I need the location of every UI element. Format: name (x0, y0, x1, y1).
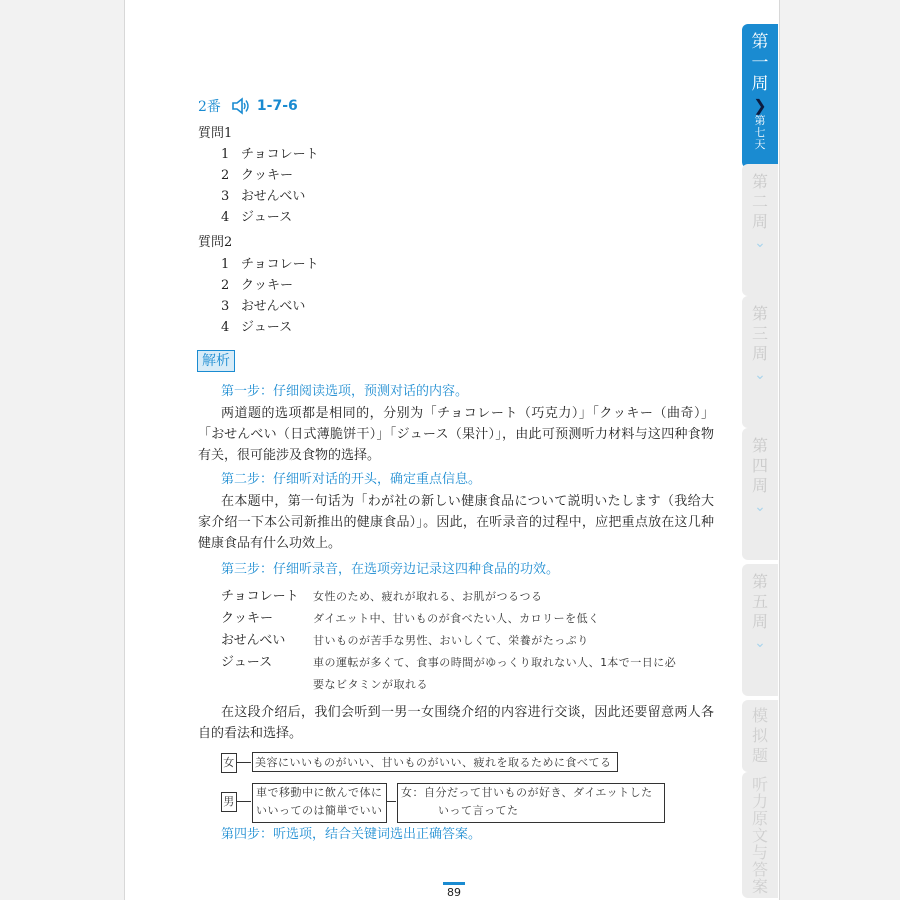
step-3-paragraph: 在这段介绍后，我们会听到一男一女围绕介绍的内容进行交谈，因此还要留意两人各自的看法和选择。 (198, 705, 714, 741)
speaker-icon[interactable] (231, 97, 251, 115)
tab-answers-char: 与 (751, 843, 768, 862)
tab-day-char: 七 (754, 126, 766, 139)
man-note-box (252, 783, 387, 823)
tab-week-1-char: 第 (751, 32, 769, 52)
man-note-line: いいってのは簡単でいい (256, 804, 383, 817)
connector-line (237, 762, 251, 763)
tab-week-4-char: 第 (751, 436, 768, 455)
woman-reply-line: いって言ってた (438, 804, 519, 817)
tab-answers-char: 文 (751, 826, 768, 845)
tab-week-2-char: 第 (751, 172, 768, 191)
tab-answers-char: 力 (751, 792, 768, 811)
tab-answers[interactable] (742, 772, 778, 898)
note-row: チョコレート 女性のため、疲れが取れる、お肌がつるつる (221, 589, 543, 604)
q2-option: 2 クッキー (221, 278, 294, 293)
tab-week-3-char: 第 (751, 304, 768, 323)
chevron-down-icon: ⌄ (754, 499, 766, 515)
tab-week-2-char: 二 (751, 192, 768, 211)
tab-answers-char: 案 (751, 877, 768, 896)
step-2-heading: 第二步：仔细听对话的开头，确定重点信息。 (221, 472, 482, 487)
step-1-paragraph: 两道题的选项都是相同的，分别为「チョコレート（巧克力）」「クッキー（曲奇）」「おせんべい（日式薄脆饼干）」「ジュース（果汁）」，由此可预测听力材料与这四种食物有关，很可能涉及食物的选择。 (198, 406, 714, 463)
tab-week-4-char: 四 (751, 456, 768, 475)
woman-reply-box (397, 783, 665, 823)
tab-day-char: 第 (754, 114, 766, 127)
step-1-heading: 第一步：仔细阅读选项，预测对话的内容。 (221, 384, 469, 399)
step-4-heading: 第四步：听选项，结合关键词选出正确答案。 (221, 827, 482, 842)
q2-option: 4 ジュース (221, 320, 293, 335)
chevron-down-icon: ⌄ (754, 367, 766, 383)
tab-week-3-char: 三 (751, 324, 768, 343)
step-2-paragraph: 在本题中，第一句话为「わが社の新しい健康食品について説明いたします（我给大家介绍一下本公司新推出的健康食品）」。因此，在听录音的过程中，应把重点放在这几种健康食品有什么功效上。 (198, 494, 714, 551)
tab-mock-test[interactable] (742, 700, 778, 772)
connector-line (237, 801, 251, 802)
tab-week-2[interactable] (742, 164, 778, 296)
man-label-box: 男 (221, 792, 237, 812)
page-number: 89 (447, 886, 461, 899)
note-row: クッキー ダイエット中、甘いものが食べたい人、カロリーを低く (221, 611, 600, 626)
question-1-label: 質問1 (198, 126, 233, 141)
chevron-down-icon: ⌄ (754, 635, 766, 651)
woman-label-box: 女 (221, 753, 237, 773)
chevron-down-icon: ⌄ (754, 235, 766, 251)
tab-week-1[interactable] (742, 24, 778, 168)
step-3-heading: 第三步：仔细听录音，在选项旁边记录这四种食品的功效。 (221, 562, 560, 577)
q1-option: 2 クッキー (221, 168, 294, 183)
woman-note-box: 美容にいいものがいい、甘いものがいい、疲れを取るために食べてる (252, 752, 618, 772)
tab-week-1-char: 周 (751, 74, 769, 94)
tab-week-5-char: 第 (751, 572, 768, 591)
tab-mock-char: 题 (751, 746, 768, 765)
audio-track-code: 1-7-6 (256, 98, 298, 114)
week-sidebar (742, 24, 778, 896)
q1-option: 4 ジュース (221, 210, 293, 225)
tab-mock-char: 拟 (751, 726, 768, 745)
note-row: ジュース 車の運転が多くて、食事の時間がゆっくり取れない人、1本で一日に必 (221, 655, 677, 670)
note-row-continued: 要なビタミンが取れる (313, 678, 428, 691)
tab-week-5-char: 周 (751, 612, 768, 631)
q2-option: 1 チョコレート (221, 257, 319, 272)
tab-week-4[interactable] (742, 428, 778, 560)
question-2-label: 質問2 (198, 235, 233, 250)
tab-answers-char: 原 (751, 809, 768, 828)
tab-week-5[interactable] (742, 564, 778, 696)
question-number: 2番 (198, 99, 221, 115)
connector-line (386, 801, 396, 802)
tab-week-1-char: 一 (751, 53, 769, 73)
tab-week-3[interactable] (742, 296, 778, 428)
tab-day-char: 天 (754, 138, 766, 151)
tab-week-2-char: 周 (751, 212, 768, 231)
page-number-bar (443, 882, 465, 885)
q1-option: 3 おせんべい (221, 189, 306, 204)
note-row: おせんべい 甘いものが苦手な男性、おいしくて、栄養がたっぷり (221, 633, 589, 648)
q1-option: 1 チョコレート (221, 147, 319, 162)
tab-answers-char: 答 (751, 860, 768, 879)
man-note-line: 車で移動中に飲んで体に (256, 786, 383, 799)
tab-week-4-char: 周 (751, 476, 768, 495)
woman-reply-line: 女：自分だって甘いものが好き、ダイエットした (401, 786, 653, 799)
q2-option: 3 おせんべい (221, 299, 306, 314)
tab-week-5-char: 五 (751, 592, 768, 611)
tab-answers-char: 听 (751, 775, 768, 794)
tab-mock-char: 模 (751, 706, 768, 725)
tab-week-3-char: 周 (751, 344, 768, 363)
chevron-down-icon: ❯ (753, 96, 767, 115)
question-header (198, 96, 298, 116)
analysis-badge: 解析 (197, 350, 235, 372)
